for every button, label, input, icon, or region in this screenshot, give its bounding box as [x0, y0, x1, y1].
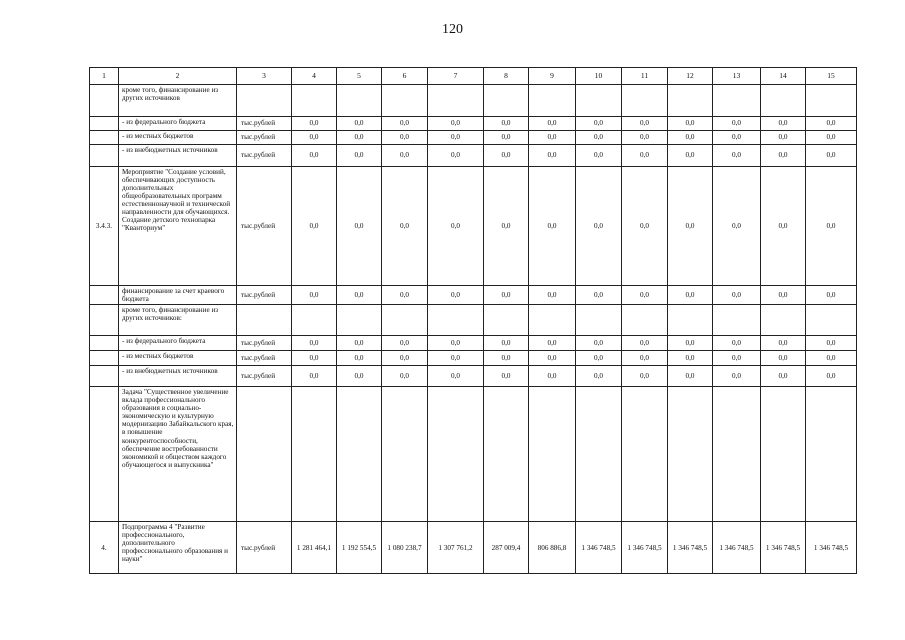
- value-cell: 806 886,8: [529, 522, 576, 574]
- value-cell: [428, 387, 484, 522]
- value-cell: 0,0: [761, 167, 806, 286]
- value-cell: 0,0: [428, 117, 484, 131]
- row-number-cell: [90, 336, 119, 351]
- value-cell: [529, 305, 576, 336]
- value-cell: 0,0: [428, 351, 484, 366]
- value-cell: 0,0: [576, 131, 622, 145]
- value-cell: 0,0: [622, 117, 668, 131]
- value-cell: 0,0: [292, 117, 337, 131]
- value-cell: 0,0: [622, 336, 668, 351]
- value-cell: 0,0: [337, 145, 382, 167]
- value-cell: 0,0: [806, 351, 857, 366]
- row-number-cell: [90, 286, 119, 305]
- value-cell: [484, 305, 529, 336]
- value-cell: 0,0: [382, 336, 428, 351]
- value-cell: 1 192 554,5: [337, 522, 382, 574]
- value-cell: 0,0: [622, 131, 668, 145]
- unit-cell: тыс.рублей: [237, 117, 292, 131]
- table-row: [90, 117, 857, 131]
- value-cell: 1 307 761,2: [428, 522, 484, 574]
- value-cell: 0,0: [668, 117, 713, 131]
- value-cell: 0,0: [428, 336, 484, 351]
- header-cell: 11: [622, 68, 668, 85]
- value-cell: 0,0: [529, 167, 576, 286]
- item-name-cell: кроме того, финансирование из других источников: [119, 85, 237, 117]
- value-cell: 1 346 748,5: [806, 522, 857, 574]
- value-cell: [668, 305, 713, 336]
- value-cell: [761, 387, 806, 522]
- unit-cell: тыс.рублей: [237, 366, 292, 387]
- value-cell: 0,0: [382, 145, 428, 167]
- value-cell: 0,0: [337, 167, 382, 286]
- value-cell: 0,0: [529, 286, 576, 305]
- item-name-cell: кроме того, финансирование из других источников:: [119, 305, 237, 336]
- value-cell: [576, 305, 622, 336]
- value-cell: [428, 85, 484, 117]
- value-cell: 0,0: [806, 366, 857, 387]
- value-cell: [484, 387, 529, 522]
- table-row: [90, 145, 857, 167]
- value-cell: 0,0: [576, 167, 622, 286]
- value-cell: 0,0: [382, 366, 428, 387]
- value-cell: [529, 387, 576, 522]
- value-cell: 0,0: [529, 351, 576, 366]
- value-cell: [622, 387, 668, 522]
- value-cell: 1 346 748,5: [713, 522, 761, 574]
- item-name-cell: - из внебюджетных источников: [119, 145, 237, 167]
- row-number-cell: [90, 351, 119, 366]
- value-cell: 1 281 464,1: [292, 522, 337, 574]
- unit-cell: тыс.рублей: [237, 286, 292, 305]
- value-cell: 0,0: [761, 131, 806, 145]
- value-cell: 0,0: [806, 336, 857, 351]
- value-cell: 0,0: [668, 167, 713, 286]
- row-number-cell: 3.4.3.: [90, 167, 119, 286]
- value-cell: 0,0: [382, 286, 428, 305]
- value-cell: 0,0: [761, 286, 806, 305]
- value-cell: 0,0: [529, 145, 576, 167]
- budget-table: [89, 67, 857, 574]
- value-cell: 0,0: [337, 131, 382, 145]
- value-cell: 0,0: [622, 366, 668, 387]
- unit-cell: тыс.рублей: [237, 522, 292, 574]
- value-cell: 0,0: [622, 286, 668, 305]
- value-cell: 1 346 748,5: [668, 522, 713, 574]
- table-row: [90, 305, 857, 336]
- value-cell: 0,0: [622, 351, 668, 366]
- value-cell: 0,0: [484, 145, 529, 167]
- value-cell: 0,0: [292, 366, 337, 387]
- item-name-cell: - из внебюджетных источников: [119, 366, 237, 387]
- value-cell: [622, 85, 668, 117]
- value-cell: [761, 305, 806, 336]
- value-cell: 0,0: [622, 167, 668, 286]
- value-cell: 0,0: [668, 131, 713, 145]
- value-cell: [382, 85, 428, 117]
- header-cell: 3: [237, 68, 292, 85]
- value-cell: 0,0: [484, 286, 529, 305]
- value-cell: [576, 387, 622, 522]
- value-cell: [484, 85, 529, 117]
- value-cell: 1 080 238,7: [382, 522, 428, 574]
- value-cell: 287 009,4: [484, 522, 529, 574]
- header-cell: 8: [484, 68, 529, 85]
- header-cell: 12: [668, 68, 713, 85]
- header-cell: 14: [761, 68, 806, 85]
- value-cell: [761, 85, 806, 117]
- value-cell: 0,0: [484, 117, 529, 131]
- value-cell: 0,0: [382, 167, 428, 286]
- table-row: [90, 387, 857, 522]
- value-cell: [337, 85, 382, 117]
- value-cell: 0,0: [382, 131, 428, 145]
- value-cell: 0,0: [337, 366, 382, 387]
- value-cell: 0,0: [713, 167, 761, 286]
- value-cell: 0,0: [337, 351, 382, 366]
- value-cell: [806, 387, 857, 522]
- value-cell: 0,0: [428, 286, 484, 305]
- row-number-cell: [90, 387, 119, 522]
- header-cell: 2: [119, 68, 237, 85]
- value-cell: 0,0: [428, 131, 484, 145]
- row-number-cell: [90, 366, 119, 387]
- value-cell: 0,0: [428, 366, 484, 387]
- value-cell: 0,0: [806, 131, 857, 145]
- value-cell: [382, 387, 428, 522]
- value-cell: [713, 85, 761, 117]
- row-number-cell: [90, 85, 119, 117]
- item-name-cell: Задача "Существенное увеличение вклада профессионального образования в социально-экономическую и культурную модернизацию Забайкальского края, в повышение конкурентоспособности, обеспечение востребованности экономикой и обществом каждого обучающегося и выпускника": [119, 387, 237, 522]
- value-cell: 0,0: [484, 131, 529, 145]
- value-cell: [806, 85, 857, 117]
- unit-cell: тыс.рублей: [237, 351, 292, 366]
- header-cell: 7: [428, 68, 484, 85]
- header-cell: 10: [576, 68, 622, 85]
- page-number: 120: [442, 22, 463, 37]
- value-cell: 0,0: [806, 286, 857, 305]
- value-cell: 0,0: [668, 366, 713, 387]
- value-cell: [337, 305, 382, 336]
- table-row: [90, 366, 857, 387]
- value-cell: 0,0: [576, 366, 622, 387]
- value-cell: 0,0: [761, 145, 806, 167]
- header-cell: 6: [382, 68, 428, 85]
- row-number-cell: [90, 305, 119, 336]
- value-cell: 0,0: [484, 167, 529, 286]
- value-cell: 0,0: [713, 336, 761, 351]
- value-cell: 0,0: [668, 336, 713, 351]
- value-cell: 0,0: [484, 336, 529, 351]
- value-cell: 0,0: [713, 366, 761, 387]
- unit-cell: тыс.рублей: [237, 131, 292, 145]
- value-cell: [713, 387, 761, 522]
- value-cell: 0,0: [713, 117, 761, 131]
- row-number-cell: [90, 145, 119, 167]
- value-cell: 0,0: [529, 117, 576, 131]
- item-name-cell: Мероприятие "Создание условий, обеспечивающих доступность дополнительных общеобразовательных программ естественнонаучной и технической направленности для обучающихся. Создание детского технопарка "Кванториум": [119, 167, 237, 286]
- value-cell: [668, 387, 713, 522]
- value-cell: 0,0: [668, 145, 713, 167]
- unit-cell: [237, 387, 292, 522]
- header-cell: 5: [337, 68, 382, 85]
- value-cell: 0,0: [529, 131, 576, 145]
- item-name-cell: Подпрограмма 4 "Развитие профессионального, дополнительного профессионального образования и науки": [119, 522, 237, 574]
- unit-cell: [237, 305, 292, 336]
- header-cell: 15: [806, 68, 857, 85]
- value-cell: 0,0: [713, 145, 761, 167]
- value-cell: 0,0: [576, 336, 622, 351]
- item-name-cell: - из федерального бюджета: [119, 117, 237, 131]
- value-cell: 0,0: [382, 351, 428, 366]
- table-row: [90, 336, 857, 351]
- unit-cell: тыс.рублей: [237, 145, 292, 167]
- item-name-cell: финансирование за счет краевого бюджета: [119, 286, 237, 305]
- value-cell: 0,0: [292, 131, 337, 145]
- value-cell: 0,0: [576, 286, 622, 305]
- value-cell: 1 346 748,5: [576, 522, 622, 574]
- row-number-cell: [90, 131, 119, 145]
- value-cell: 0,0: [292, 336, 337, 351]
- value-cell: 0,0: [484, 351, 529, 366]
- value-cell: 0,0: [761, 117, 806, 131]
- row-number-cell: 4.: [90, 522, 119, 574]
- header-cell: 13: [713, 68, 761, 85]
- header-cell: 4: [292, 68, 337, 85]
- value-cell: [713, 305, 761, 336]
- item-name-cell: - из федерального бюджета: [119, 336, 237, 351]
- value-cell: [668, 85, 713, 117]
- item-name-cell: - из местных бюджетов: [119, 131, 237, 145]
- unit-cell: тыс.рублей: [237, 336, 292, 351]
- value-cell: 0,0: [529, 366, 576, 387]
- value-cell: 0,0: [806, 167, 857, 286]
- value-cell: 0,0: [806, 145, 857, 167]
- value-cell: 0,0: [668, 286, 713, 305]
- table-row: [90, 85, 857, 117]
- value-cell: [292, 387, 337, 522]
- header-cell: 1: [90, 68, 119, 85]
- value-cell: 0,0: [668, 351, 713, 366]
- value-cell: 0,0: [337, 336, 382, 351]
- value-cell: 0,0: [428, 167, 484, 286]
- value-cell: [622, 305, 668, 336]
- value-cell: 0,0: [713, 351, 761, 366]
- value-cell: [576, 85, 622, 117]
- unit-cell: [237, 85, 292, 117]
- header-cell: 9: [529, 68, 576, 85]
- value-cell: [292, 305, 337, 336]
- value-cell: [529, 85, 576, 117]
- value-cell: 0,0: [761, 351, 806, 366]
- header-row: [90, 68, 857, 85]
- value-cell: 0,0: [806, 117, 857, 131]
- value-cell: 0,0: [576, 351, 622, 366]
- row-number-cell: [90, 117, 119, 131]
- value-cell: 1 346 748,5: [622, 522, 668, 574]
- value-cell: [292, 85, 337, 117]
- unit-cell: тыс.рублей: [237, 167, 292, 286]
- value-cell: 0,0: [576, 117, 622, 131]
- value-cell: 0,0: [337, 286, 382, 305]
- value-cell: 0,0: [382, 117, 428, 131]
- value-cell: [337, 387, 382, 522]
- value-cell: 0,0: [529, 336, 576, 351]
- value-cell: 0,0: [484, 366, 529, 387]
- value-cell: 0,0: [576, 145, 622, 167]
- value-cell: 0,0: [713, 131, 761, 145]
- value-cell: [428, 305, 484, 336]
- value-cell: 0,0: [292, 286, 337, 305]
- value-cell: [382, 305, 428, 336]
- item-name-cell: - из местных бюджетов: [119, 351, 237, 366]
- table-row: [90, 286, 857, 305]
- table-row: [90, 167, 857, 286]
- value-cell: 0,0: [713, 286, 761, 305]
- table-row: [90, 522, 857, 574]
- value-cell: 0,0: [292, 145, 337, 167]
- value-cell: 0,0: [761, 366, 806, 387]
- value-cell: 0,0: [428, 145, 484, 167]
- value-cell: 1 346 748,5: [761, 522, 806, 574]
- value-cell: [806, 305, 857, 336]
- value-cell: 0,0: [622, 145, 668, 167]
- value-cell: 0,0: [337, 117, 382, 131]
- table-row: [90, 131, 857, 145]
- table-row: [90, 351, 857, 366]
- value-cell: 0,0: [292, 167, 337, 286]
- value-cell: 0,0: [292, 351, 337, 366]
- value-cell: 0,0: [761, 336, 806, 351]
